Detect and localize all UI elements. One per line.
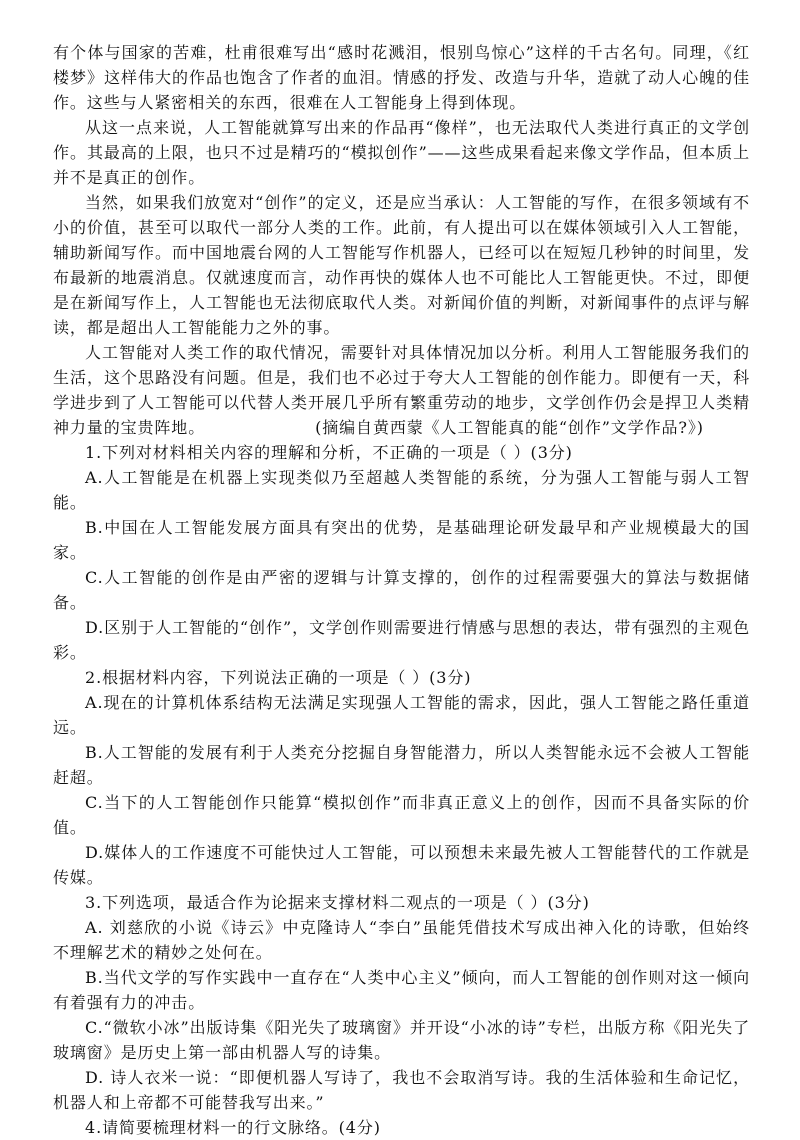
option-a[interactable]: A.现在的计算机体系结构无法满足实现强人工智能的需求，因此，强人工智能之路任重道远。 [53,693,750,737]
option-c[interactable]: C.人工智能的创作是由严密的逻辑与计算支撑的，创作的过程需要强大的算法与数据储备。 [53,568,750,612]
question-stem: 4.请简要梳理材料一的行文脉络。(4分) [85,1118,381,1137]
passage-paragraph-2: 从这一点来说，人工智能就算写出来的作品再“像样”，也无法取代人类进行真正的文学创作。其最高的上限，也只不过是精巧的“模拟创作”——这些成果看起来像文学作品，但本质上并不是真正的创作。 [53,118,750,187]
option-b[interactable]: B.当代文学的写作实践中一直存在“人类中心主义”倾向，而人工智能的创作则对这一倾向有着强有力的冲击。 [53,968,750,1012]
passage-paragraph-3: 当然，如果我们放宽对“创作”的定义，还是应当承认：人工智能的写作，在很多领域有不小的价值，甚至可以取代一部分人类的工作。此前，有人提出可以在媒体领域引入人工智能，辅助新闻写作。而中国地震台网的人工智能写作机器人，已经可以在短短几秒钟的时间里，发布最新的地震消息。仅就速度而言，动作再快的媒体人也不可能比人工智能更快。不过，即便是在新闻写作上，人工智能也无法彻底取代人类。对新闻价值的判断，对新闻事件的点评与解读，都是超出人工智能能力之外的事。 [53,193,750,337]
question-stem: 1.下列对材料相关内容的理解和分析，不正确的一项是（ ）(3分) [85,443,573,462]
option-a[interactable]: A.人工智能是在机器上实现类似乃至超越人类智能的系统，分为强人工智能与弱人工智能。 [53,468,750,512]
question-3 [53,890,750,1115]
question-stem: 2.根据材料内容，下列说法正确的一项是（ ）(3分) [85,668,472,687]
question-stem: 3.下列选项，最适合作为论据来支撑材料二观点的一项是（ ）(3分) [85,893,590,912]
question-4 [53,1115,750,1140]
option-d[interactable]: D.区别于人工智能的“创作”，文学创作则需要进行情感与思想的表达，带有强烈的主观色彩。 [53,618,750,662]
passage-paragraph-4 [53,340,750,440]
option-b[interactable]: B.中国在人工智能发展方面具有突出的优势，是基础理论研发最早和产业规模最大的国家。 [53,518,750,562]
option-b[interactable]: B.人工智能的发展有利于人类充分挖掘自身智能潜力，所以人类智能永远不会被人工智能赶超。 [53,743,750,787]
option-d[interactable]: D.媒体人的工作速度不可能快过人工智能，可以预想未来最先被人工智能替代的工作就是传媒。 [53,843,750,887]
passage-paragraph-4-text: 人工智能对人类工作的取代情况，需要针对具体情况加以分析。利用人工智能服务我们的生活，这个思路没有问题。但是，我们也不必过于夸大人工智能的创作能力。即便有一天，科学进步到了人工智能可以代替人类开展几乎所有繁重劳动的地步，文学创作仍会是捍卫人类精神力量的宝贵阵地。 [53,343,750,437]
option-c[interactable]: C.当下的人工智能创作只能算“模拟创作”而非真正意义上的创作，因而不具备实际的价值。 [53,793,750,837]
source-citation: (摘编自黄西蒙《人工智能真的能“创作”文学作品?》) [315,418,704,437]
option-c[interactable]: C.“微软小冰”出版诗集《阳光失了玻璃窗》并开设“小冰的诗”专栏，出版方称《阳光失了玻璃窗》是历史上第一部由机器人写的诗集。 [53,1018,750,1062]
option-a[interactable]: A. 刘慈欣的小说《诗云》中克隆诗人“李白”虽能凭借技术写成出神入化的诗歌，但始终不理解艺术的精妙之处何在。 [53,918,750,962]
question-2 [53,665,750,890]
question-1 [53,440,750,665]
option-d[interactable]: D. 诗人衣米一说：“即便机器人写诗了，我也不会取消写诗。我的生活体验和生命记忆，机器人和上帝都不可能替我写出来。” [53,1068,750,1112]
passage-paragraph-1: 有个体与国家的苦难，杜甫很难写出“感时花溅泪，恨别鸟惊心”这样的千古名句。同理，《红楼梦》这样伟大的作品也饱含了作者的血泪。情感的抒发、改造与升华，造就了动人心魄的佳作。这些与人紧密相关的东西，很难在人工智能身上得到体现。 [53,43,750,112]
